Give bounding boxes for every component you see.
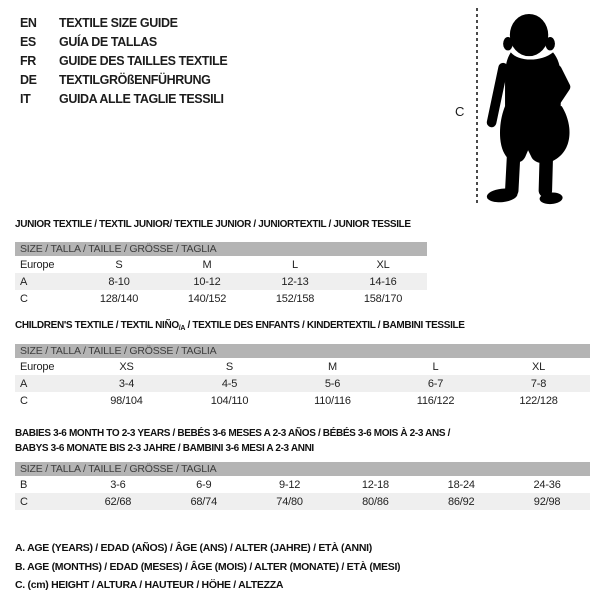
size-header-bar — [15, 242, 427, 256]
footnote-b: B. AGE (MONTHS) / EDAD (MESES) / ÂGE (MOIS) / ALTER (MONATE) / ETÀ (MESI) — [15, 560, 401, 573]
table-row — [15, 358, 590, 375]
junior-table-title: JUNIOR TEXTILE / TEXTIL JUNIOR/ TEXTILE JUNIOR / JUNIORTEXTIL / JUNIOR TESSILE — [15, 219, 411, 230]
row-label: Europe — [20, 258, 55, 271]
babies-title-line1: BABIES 3-6 MONTH TO 2-3 YEARS / BEBÉS 3-6 MESES A 2-3 AÑOS / BÉBÉS 3-6 MOIS À 2-3 ANS / — [15, 428, 451, 439]
cell: 7-8 — [487, 375, 590, 392]
lang-title: TEXTILGRÖßENFÜHRUNG — [59, 72, 211, 87]
cell: 92/98 — [504, 493, 590, 510]
lang-row-de — [20, 70, 227, 89]
table-row — [15, 273, 427, 290]
cell: 3-6 — [110, 478, 126, 491]
lang-row-it — [20, 89, 227, 108]
cell: 158/170 — [363, 292, 403, 305]
size-header-bar — [15, 462, 590, 476]
lang-title: GUIDA ALLE TAGLIE TESSILI — [59, 91, 224, 106]
row-label: A — [15, 375, 75, 392]
cell: 10-12 — [163, 273, 251, 290]
cell: 104/110 — [210, 394, 249, 407]
footnote-c: C. (cm) HEIGHT / ALTURA / HAUTEUR / HÖHE / ALTEZZA — [15, 579, 284, 591]
size-header-label: SIZE / TALLA / TAILLE / GRÖSSE / TAGLIA — [15, 344, 590, 358]
cell: 86/92 — [418, 493, 504, 510]
cell: M — [202, 258, 212, 271]
cell: 140/152 — [187, 292, 227, 305]
cell: 3-4 — [75, 375, 178, 392]
cell: 18-24 — [447, 478, 475, 491]
cell: 62/68 — [75, 493, 161, 510]
children-title-post: / TEXTILE DES ENFANTS / KINDERTEXTIL / BAMBINI TESSILE — [185, 320, 465, 331]
size-header-label: SIZE / TALLA / TAILLE / GRÖSSE / TAGLIA — [15, 242, 427, 256]
cell: S — [225, 360, 234, 373]
table-row — [15, 392, 590, 409]
cell: 122/128 — [519, 394, 558, 407]
size-header-label: SIZE / TALLA / TAILLE / GRÖSSE / TAGLIA — [15, 462, 590, 476]
cell: 116/122 — [416, 394, 455, 407]
lang-row-en — [20, 13, 227, 32]
row-label: B — [20, 478, 28, 491]
height-measure-dashed-line — [476, 8, 478, 206]
lang-code: IT — [20, 91, 31, 106]
cell: 8-10 — [75, 273, 163, 290]
table-row — [15, 256, 427, 273]
cell: L — [292, 258, 298, 271]
babies-title-line2: BABYS 3-6 MONATE BIS 2-3 JAHRE / BAMBINI 3-6 MESI A 2-3 ANNI — [15, 443, 314, 454]
cell: 9-12 — [278, 478, 301, 491]
cell: 5-6 — [281, 375, 384, 392]
cell: 74/80 — [247, 493, 333, 510]
cell: L — [432, 360, 439, 373]
cell: 6-9 — [196, 478, 212, 491]
table-row — [15, 493, 590, 510]
babies-table-title — [15, 426, 450, 456]
cell: M — [328, 360, 337, 373]
lang-code: FR — [20, 53, 36, 68]
cell: 12-13 — [251, 273, 339, 290]
cell: 4-5 — [178, 375, 281, 392]
row-label: Europe — [20, 360, 55, 373]
footnotes — [15, 539, 400, 595]
cell: XL — [376, 258, 390, 271]
children-title-subscript: /A — [178, 325, 186, 332]
children-table-title — [15, 320, 465, 332]
children-size-table — [15, 344, 590, 409]
row-label: C — [20, 394, 28, 407]
row-label: A — [15, 273, 75, 290]
lang-code: ES — [20, 34, 36, 49]
lang-row-fr — [20, 51, 227, 70]
cell: 98/104 — [110, 394, 143, 407]
cell: 68/74 — [161, 493, 247, 510]
table-row — [15, 476, 590, 493]
lang-code: EN — [20, 15, 37, 30]
lang-title: TEXTILE SIZE GUIDE — [59, 15, 178, 30]
row-label: C — [15, 493, 75, 510]
table-row — [15, 290, 427, 307]
footnote-a: A. AGE (YEARS) / EDAD (AÑOS) / ÂGE (ANS) / ALTER (JAHRE) / ETÀ (ANNI) — [15, 542, 372, 554]
cell: XL — [531, 360, 546, 373]
cell: 12-18 — [361, 478, 389, 491]
size-header-bar — [15, 344, 590, 358]
lang-title: GUIDE DES TAILLES TEXTILE — [59, 53, 228, 68]
cell: 24-36 — [533, 478, 561, 491]
table-row — [15, 375, 590, 392]
cell: 110/116 — [314, 394, 351, 407]
lang-title: GUÍA DE TALLAS — [59, 34, 157, 49]
children-title-pre: CHILDREN'S TEXTILE / TEXTIL NIÑO — [15, 320, 179, 331]
lang-row-es — [20, 32, 227, 51]
cell: S — [115, 258, 123, 271]
language-header — [20, 13, 227, 108]
toddler-silhouette-icon — [482, 6, 578, 211]
cell: 6-7 — [384, 375, 487, 392]
cell: 80/86 — [332, 493, 418, 510]
row-label: C — [20, 292, 28, 305]
lang-code: DE — [20, 72, 37, 87]
cell: XS — [119, 360, 134, 373]
cell: 14-16 — [339, 273, 427, 290]
babies-size-table — [15, 462, 590, 510]
junior-size-table — [15, 242, 427, 307]
height-measure-label: C — [455, 104, 465, 119]
cell: 128/140 — [99, 292, 139, 305]
cell: 152/158 — [275, 292, 315, 305]
